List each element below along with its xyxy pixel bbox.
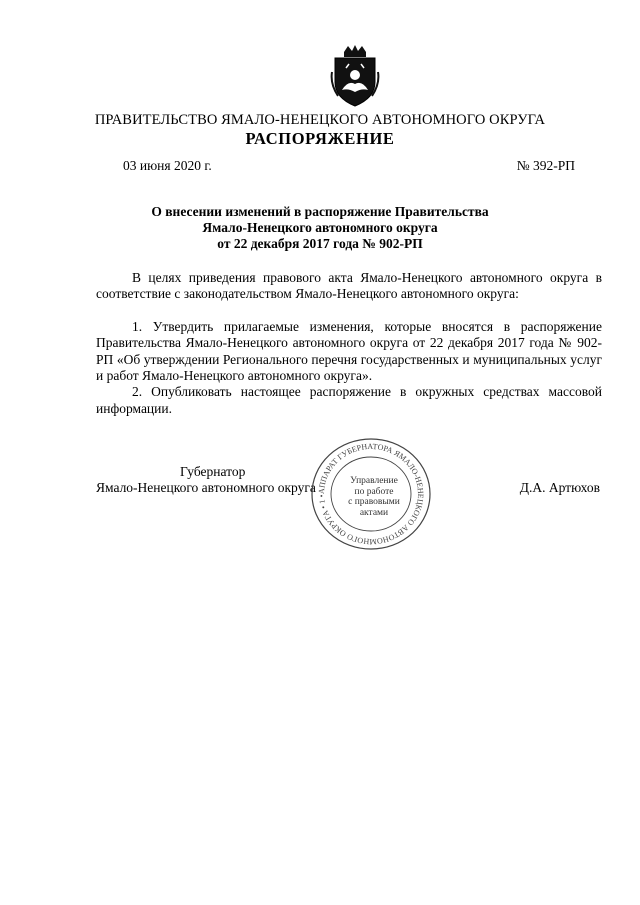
signer-name: Д.А. Артюхов	[519, 480, 600, 495]
stamp-line-3: с правовыми	[348, 497, 400, 507]
document-number: № 392-РП	[516, 158, 575, 173]
government-name: ПРАВИТЕЛЬСТВО ЯМАЛО-НЕНЕЦКОГО АВТОНОМНОГО ОКРУГА	[94, 112, 546, 128]
item-1-paragraph: 1. Утвердить прилагаемые изменения, которые вносятся в распоряжение Правительства Ямало-Ненецкого автономного округа от 22 декабря 2017 года № 902-РП «Об утверждении Регионального перечня государственных и муниципальных услуг и работ Ямало-Ненецкого автономного округа».	[96, 318, 602, 384]
stamp-line-1: Управление	[350, 476, 398, 486]
stamp-ring-text: АППАРАТ ГУБЕРНАТОРА ЯМАЛО-НЕНЕЦКОГО АВТОНОМНОГО ОКРУГА • 1 •	[316, 441, 426, 547]
stamp-center-text	[340, 476, 408, 518]
document-title	[0, 204, 640, 252]
document-body	[96, 270, 602, 417]
coat-of-arms-icon	[330, 44, 380, 108]
document-date: 03 июня 2020 г.	[123, 158, 212, 173]
signer-position: Губернатор	[180, 464, 246, 479]
stamp-line-2: по работе	[354, 486, 394, 497]
title-line-2: Ямало-Ненецкого автономного округа	[202, 220, 438, 235]
stamp-line-4: актами	[359, 507, 389, 518]
document-type: РАСПОРЯЖЕНИЕ	[245, 129, 395, 148]
item-2-paragraph: 2. Опубликовать настоящее распоряжение в окружных средствах массовой информации.	[96, 384, 602, 416]
title-line-1: О внесении изменений в распоряжение Правительства	[151, 204, 489, 219]
title-line-3: от 22 декабря 2017 года № 902-РП	[217, 236, 423, 251]
signer-organization: Ямало-Ненецкого автономного округа	[96, 480, 316, 495]
preamble-paragraph: В целях приведения правового акта Ямало-Ненецкого автономного округа в соответствие с законодательством Ямало-Ненецкого автономного округа:	[96, 270, 602, 302]
